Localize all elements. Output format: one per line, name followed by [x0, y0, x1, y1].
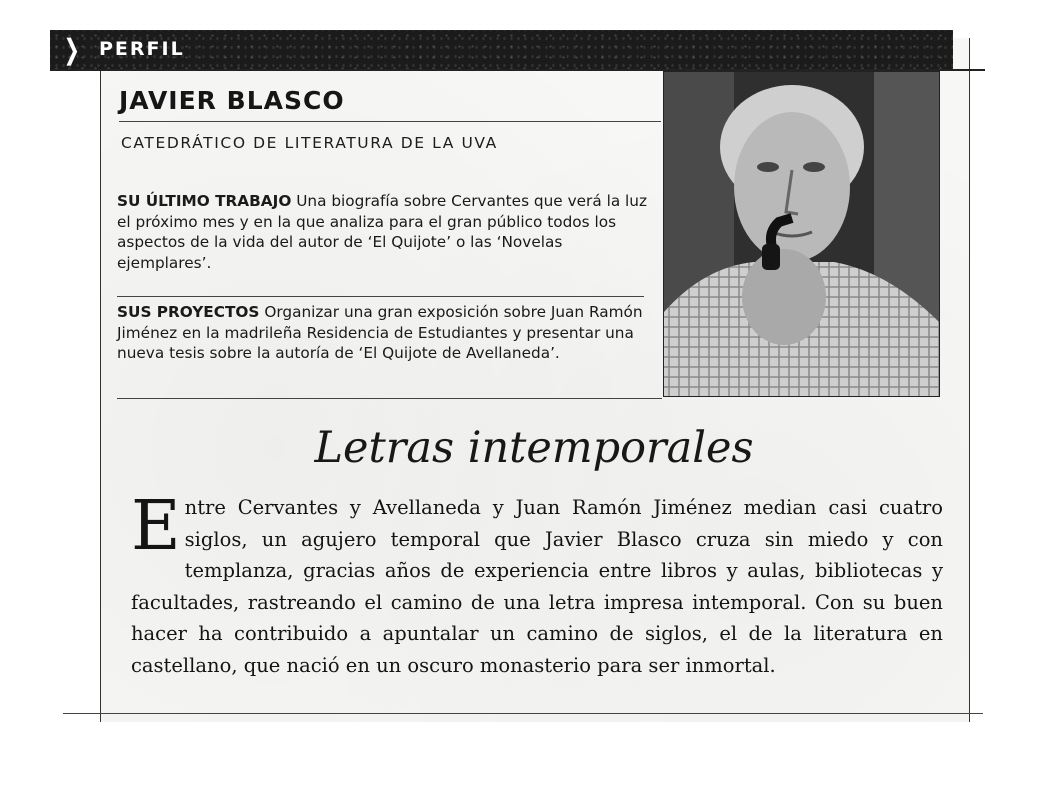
section-rule: [117, 296, 644, 297]
projects-lead: SUS PROYECTOS: [117, 303, 260, 321]
article-headline: Letras intemporales: [314, 423, 754, 473]
profile-role: CATEDRÁTICO DE LITERATURA DE LA UVA: [121, 134, 498, 152]
latest-work-paragraph: [117, 191, 649, 273]
portrait-photo: [663, 71, 940, 397]
projects-text: Organizar una gran exposición sobre Juan Ramón Jiménez en la madrileña Residencia de Estudiantes y presentar una nueva tesis sobre la autoría de ‘El Quijote de Avellaneda’.: [117, 303, 643, 362]
portrait-illustration: [664, 72, 939, 396]
chevron-right-icon: ❯: [63, 33, 80, 66]
bottom-rule: [63, 713, 983, 714]
profile-name: JAVIER BLASCO: [119, 86, 345, 115]
drop-cap: E: [131, 487, 181, 566]
name-rule: [119, 121, 661, 122]
section-rule-bottom: [117, 398, 662, 399]
projects-paragraph: [117, 302, 649, 364]
article-body: [131, 487, 943, 681]
section-header: [50, 30, 953, 70]
section-label: PERFIL: [99, 38, 185, 60]
latest-work-lead: SU ÚLTIMO TRABAJO: [117, 192, 292, 210]
article-body-text: ntre Cervantes y Avellaneda y Juan Ramón Jiménez median casi cuatro siglos, un agujero temporal que Javier Blasco cruza sin miedo y con templanza, gracias años de experiencia entre libros y aulas, bibliotecas y facultades, rastreando el camino de una letra impresa intemporal. Con su buen hacer ha contribuido a apuntalar un camino de siglos, el de la literatura en castellano, que nació en un oscuro monasterio para ser inmortal.: [131, 496, 943, 677]
latest-work-text: Una biografía sobre Cervantes que verá la luz el próximo mes y en la que analiza para el gran público todos los aspectos de la vida del autor de ‘El Quijote’ o las ‘Novelas ejemplares’.: [117, 192, 648, 272]
